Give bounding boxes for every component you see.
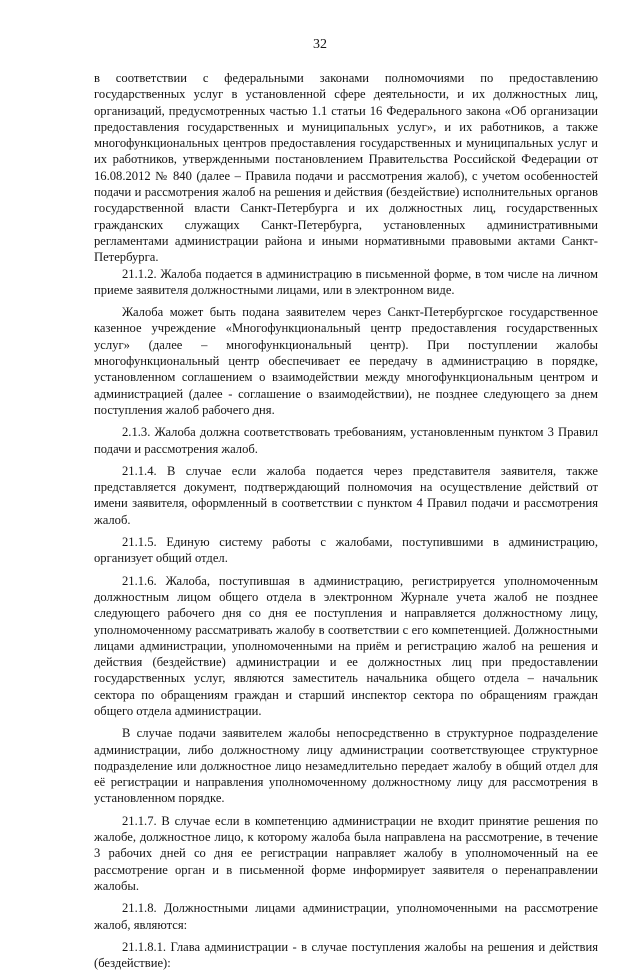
paragraph-21-1-8-1: 21.1.8.1. Глава администрации - в случае поступления жалобы на решения и действия (бездействие): [94, 939, 598, 971]
page-number: 32 [313, 37, 327, 52]
paragraph-21-1-5: 21.1.5. Единую систему работы с жалобами, поступившими в администрацию, организует общий отдел. [94, 535, 598, 566]
paragraph-mfc-submission: Жалоба может быть подана заявителем через Санкт-Петербургское государственное казенное учреждение «Многофункциональный центр предоставления государственных услуг» (далее – многофункциональный центр). При поступлении жалобы многофункциональный центр обеспечивает ее передачу в администрацию в порядке, установленном соглашением о взаимодействии между многофункциональным центром и администрацией (далее - соглашение о взаимодействии), не позднее следующего за днем поступления жалоб рабочего дня. [94, 305, 598, 417]
paragraph-21-1-2: 21.1.2. Жалоба подается в администрацию в письменной форме, в том числе на личном приеме заявителя должностными лицами, или в электронном виде. [94, 266, 598, 297]
paragraph-21-1-4: 21.1.4. В случае если жалоба подается через представителя заявителя, также представляется документ, подтверждающий полномочия на осуществление действий от имени заявителя, оформленный в соответствии с пунктом 4 Правил подачи и рассмотрения жалоб. [94, 463, 598, 527]
paragraph-21-1-6: 21.1.6. Жалоба, поступившая в администрацию, регистрируется уполномоченным должностным лицом общего отдела в электронном Журнале учета жалоб не позднее следующего рабочего дня со дня ее поступления и направляется должностному лицу, уполномоченному рассматривать жалобу в соответствии с его компетенцией. Должностными лицами администрации, уполномоченными на приём и регистрацию жалоб на решения и действия (бездействие) администрации и ее должностных лиц при предоставлении государственных услуг, являются заместитель начальника общего отдела – начальник сектора по обращениям граждан и старший инспектор сектора по обращениям граждан общего отдела администрации. [94, 573, 598, 718]
document-body [94, 70, 598, 971]
paragraph-21-1-8: 21.1.8. Должностными лицами администрации, уполномоченными на рассмотрение жалоб, являются: [94, 901, 598, 932]
paragraph-2-1-3: 2.1.3. Жалоба должна соответствовать требованиям, установленным пунктом 3 Правил подачи и рассмотрения жалоб. [94, 425, 598, 456]
paragraph-direct-submission: В случае подачи заявителем жалобы непосредственно в структурное подразделение администрации, либо должностному лицу администрации соответствующее структурное подразделение или должностное лицо незамедлительно передает жалобу в общий отдел для её регистрации и направления уполномоченному должностному лицу для рассмотрения в установленном порядке. [94, 726, 598, 806]
paragraph-continuation: в соответствии с федеральными законами полномочиями по предоставлению государственных услуг в установленной сфере деятельности, и их должностных лиц, организаций, предусмотренных частью 1.1 статьи 16 Федерального закона «Об организации предоставления государственных и муниципальных услуг», и их работников, а также многофункциональных центров предоставления государственных и муниципальных услуг и их работников, утвержденными постановлением Правительства Российской Федерации от 16.08.2012 № 840 (далее – Правила подачи и рассмотрения жалоб), с учетом особенностей подачи и рассмотрения жалоб на решения и действия (бездействие) исполнительных органов государственной власти Санкт-Петербурга и их должностных лиц, государственных гражданских служащих Санкт-Петербурга, установленных административными регламентами администрации района и иными нормативными правовыми актами Санкт-Петербурга. [94, 71, 598, 265]
paragraph-21-1-7: 21.1.7. В случае если в компетенцию администрации не входит принятие решения по жалобе, должностное лицо, к которому жалоба была направлена на рассмотрение, в течение 3 рабочих дней со дня ее регистрации направляет жалобу в уполномоченный на ее рассмотрение орган и в письменной форме информирует заявителя о перенаправлении жалобы. [94, 813, 598, 893]
